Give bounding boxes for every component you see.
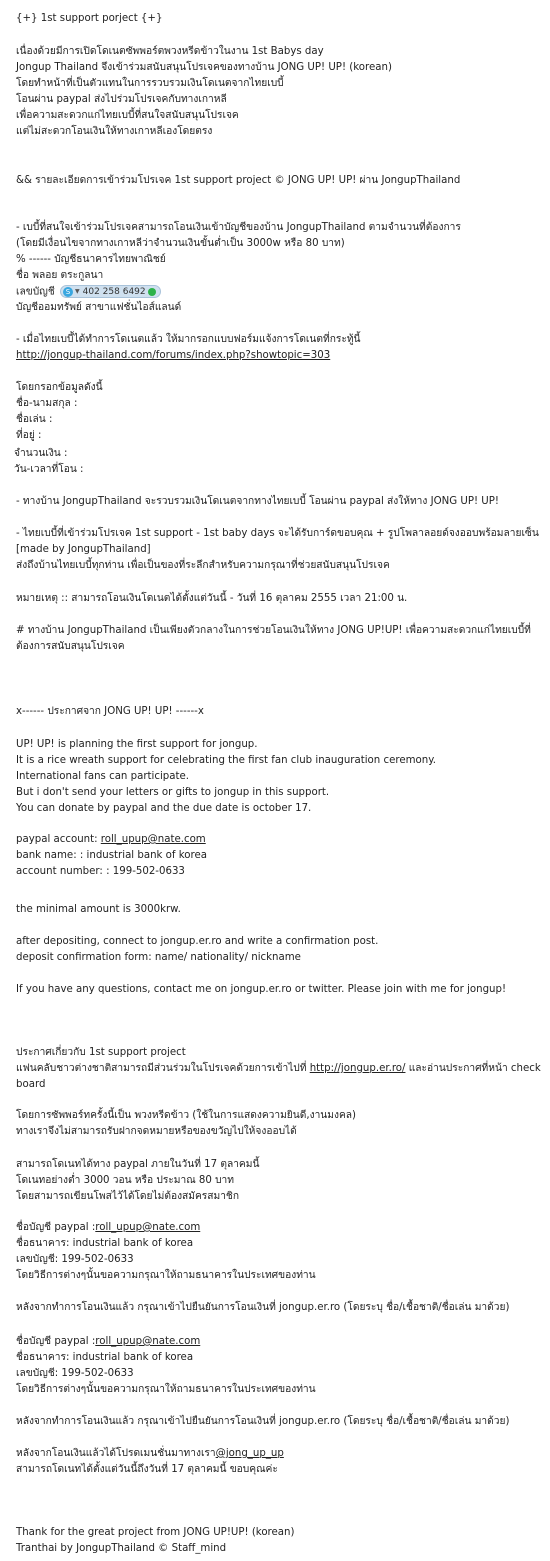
th-paypal-row (16, 1221, 200, 1235)
questions-line: If you have any questions, contact me on jongup.er.ro or twitter. Please join with me for jongup! (16, 984, 507, 995)
th-method-line: โดยวิธีการต่างๆนั้นขอความกรุณาให้ถามธนาคารในประเทศของท่าน (16, 1270, 316, 1281)
twitter-handle-link[interactable]: @jong_up_up (215, 1448, 284, 1459)
fill-field: วัน-เวลาที่โอน : (14, 464, 84, 475)
form-link[interactable]: http://jongup-thailand.com/forums/index.php?showtopic=303 (16, 350, 331, 361)
intro-line: เพื่อความสะดวกแก่ไทยเบบี้ที่สนใจสนับสนุนโปรเจค (16, 110, 239, 121)
phone-icon (148, 288, 156, 296)
transfer-line: - เบบี้ที่สนใจเข้าร่วมโปรเจคสามารถโอนเงินเข้าบัญชีของบ้าน JongupThailand ตามจำนวนที่ต้องการ (16, 222, 461, 233)
th-announce-text: และอ่านประกาศที่หน้า check (405, 1063, 541, 1074)
form-note: - เมื่อไทยเบบี้ได้ทำการโดเนตแล้ว ให้มากรอกแบบฟอร์มแจ้งการโดเนตที่กระทู้นี้ (16, 334, 361, 345)
skype-number-badge[interactable] (60, 285, 161, 298)
details-heading: && รายละเอียดการเข้าร่วมโปรเจค 1st support project © JONG UP! UP! ผ่าน JongupThailand (16, 175, 461, 186)
th-method-line: โดยวิธีการต่างๆนั้นขอความกรุณาให้ถามธนาคารในประเทศของท่าน (16, 1384, 316, 1395)
th-bank-line: ชื่อธนาคาร: industrial bank of korea (16, 1352, 194, 1363)
paypal-email-link[interactable]: roll_upup@nate.com (100, 834, 206, 845)
minimal-amount: the minimal amount is 3000krw. (16, 904, 181, 915)
paypal-email-link[interactable]: roll_upup@nate.com (95, 1222, 201, 1233)
fill-field: จำนวนเงิน : (14, 448, 68, 459)
remark: หมายเหตุ :: สามารถโอนเงินโดเนตได้ตั้งแต่วันนี้ - วันที่ 16 ตุลาคม 2555 เวลา 21:00 น. (16, 593, 408, 604)
footer-thanks: Thank for the great project from JONG UP!UP! (korean) (16, 1527, 295, 1538)
reward-line: - ไทยเบบี้ที่เข้าร่วมโปรเจค 1st support - 1st baby days จะได้รับการ์ดขอบคุณ + รูปโพลาลอยด์จงออบพร้อมลายเซ็น (16, 528, 539, 539)
english-line: You can donate by paypal and the due date is october 17. (16, 803, 312, 814)
mention-text: หลังจากโอนเงินแล้วได้โปรดเมนชั่นมาทางเรา (16, 1448, 216, 1459)
announce-heading: x------ ประกาศจาก JONG UP! UP! ------x (16, 706, 204, 717)
th-accno-line: เลขบัญชี: 199-502-0633 (16, 1254, 134, 1265)
thanks-line: สามารถโดเนทได้ตั้งแต่วันนี้ถึงวันที่ 17 ตุลาคมนี้ ขอบคุณค่ะ (16, 1464, 278, 1475)
intro-line: แต่ไม่สะดวกโอนเงินให้ทางเกาหลีเองโดยตรง (16, 126, 213, 137)
fill-field: ชื่อ-นามสกุล : (16, 398, 78, 409)
th-paypal-label: ชื่อบัญชี paypal : (16, 1222, 96, 1233)
english-line: It is a rice wreath support for celebrating the first fan club inauguration ceremony. (16, 755, 437, 766)
reward-line: [made by JongupThailand] (16, 544, 151, 555)
reward-line: ส่งถึงบ้านไทยเบบี้ทุกท่าน เพื่อเป็นของที่ระลึกสำหรับความกรุณาที่ช่วยสนับสนุนโปรเจค (16, 560, 390, 571)
after-line: deposit confirmation form: name/ nationality/ nickname (16, 952, 301, 963)
th-paypal-label: ชื่อบัญชี paypal : (16, 1336, 96, 1347)
chevron-down-icon: ▼ (75, 287, 80, 295)
fill-field: ที่อยู่ : (16, 430, 42, 441)
paypal-email-link[interactable]: roll_upup@nate.com (95, 1336, 201, 1347)
skype-icon: S (63, 287, 73, 297)
wreath-line: ทางเราจึงไม่สามารถรับฝากจดหมายหรือของขวัญไปให้จงออบได้ (16, 1126, 297, 1137)
account-number-label: เลขบัญชี (16, 286, 55, 298)
english-line: International fans can participate. (16, 771, 189, 782)
th-paypal-row (16, 1335, 200, 1349)
th-announce-text: แฟนคลับชาวต่างชาติสามารถมีส่วนร่วมในโปรเจคด้วยการเข้าไปที่ (16, 1063, 310, 1074)
account-number: 402 258 6492 (82, 286, 146, 297)
account-number-line: account number: : 199-502-0633 (16, 866, 185, 877)
fill-field: ชื่อเล่น : (16, 414, 53, 425)
th-confirm-line: หลังจากทำการโอนเงินแล้ว กรุณาเข้าไปยืนยันการโอนเงินที่ jongup.er.ro (โดยระบุ ชื่อ/เชื้อชาติ/ชื่อเล่น มาด้วย) (16, 1302, 510, 1313)
intro-line: โอนผ่าน paypal ส่งไปร่วมโปรเจคกับทางเกาหลี (16, 94, 227, 105)
fill-heading: โดยกรอกข้อมูลดังนี้ (16, 382, 103, 393)
mention-line (16, 1447, 284, 1461)
english-line: UP! UP! is planning the first support for jongup. (16, 739, 258, 750)
jongup-erro-link[interactable]: http://jongup.er.ro/ (309, 1063, 406, 1074)
footer-credit: Tranthai by JongupThailand © Staff_mind (16, 1543, 227, 1554)
th-bank-line: ชื่อธนาคาร: industrial bank of korea (16, 1238, 194, 1249)
account-branch: บัญชีออมทรัพย์ สาขาแฟชั่นไอส์แลนด์ (16, 302, 182, 313)
hash-note: # ทางบ้าน JongupThailand เป็นเพียงตัวกลางในการช่วยโอนเงินให้ทาง JONG UP!UP! เพื่อความสะดวกแก่ไทยเบบี้ที่ต้องการสนับสนุนโปรเจค (16, 625, 531, 652)
account-number-row (16, 285, 163, 300)
bank-name-line: bank name: : industrial bank of korea (16, 850, 207, 861)
th-accno-line: เลขบัญชี: 199-502-0633 (16, 1368, 134, 1379)
transfer-line: (โดยมีเงื่อนไขจากทางเกาหลีว่าจำนวนเงินขั้นต่ำเป็น 3000w หรือ 80 บาท) (16, 238, 345, 249)
wreath-line: โดยการซัพพอร์ทครั้งนี้เป็น พวงหรีดข้าว (ใช้ในการแสดงความยินดี,งานมงคล) (16, 1110, 356, 1121)
post-title: {+} 1st support porject {+} (16, 13, 163, 24)
account-holder: ชื่อ พลอย ตระกูลนา (16, 270, 104, 281)
after-line: after depositing, connect to jongup.er.ro and write a confirmation post. (16, 936, 379, 947)
paypal-note: - ทางบ้าน JongupThailand จะรวบรวมเงินโดเนตจากทางไทยเบบี้ โอนผ่าน paypal ส่งให้ทาง JONG UP! UP! (16, 496, 499, 507)
donate-line: โดยสามารถเขียนโพสไว้ได้โดยไม่ต้องสมัครสมาชิก (16, 1191, 240, 1202)
donate-line: สามารถโดเนทได้ทาง paypal ภายในวันที่ 17 ตุลาคมนี้ (16, 1159, 260, 1170)
th-announce-heading: ประกาศเกี่ยวกับ 1st support project (16, 1047, 186, 1058)
paypal-account-label: paypal account: (16, 834, 101, 845)
bank-line: % ------ บัญชีธนาคารไทยพาณิชย์ (16, 254, 166, 265)
form-link-row (16, 349, 330, 363)
intro-line: Jongup Thailand จึงเข้าร่วมสนับสนุนโปรเจคของทางบ้าน JONG UP! UP! (korean) (16, 62, 392, 73)
english-line: But i don't send your letters or gifts to jongup in this support. (16, 787, 330, 798)
th-announce-line (16, 1062, 541, 1076)
th-confirm-line: หลังจากทำการโอนเงินแล้ว กรุณาเข้าไปยืนยันการโอนเงินที่ jongup.er.ro (โดยระบุ ชื่อ/เชื้อชาติ/ชื่อเล่น มาด้วย) (16, 1416, 510, 1427)
intro-line: โดยทำหน้าที่เป็นตัวแทนในการรวบรวมเงินโดเนตจากไทยเบบี้ (16, 78, 284, 89)
intro-line: เนื่องด้วยมีการเปิดโดเนตซัพพอร์ตพวงหรีดข้าวในงาน 1st Babys day (16, 46, 324, 57)
donate-line: โดเนทอย่างต่ำ 3000 วอน หรือ ประมาณ 80 บาท (16, 1175, 234, 1186)
th-announce-line: board (16, 1079, 46, 1090)
paypal-account-row (16, 833, 206, 847)
